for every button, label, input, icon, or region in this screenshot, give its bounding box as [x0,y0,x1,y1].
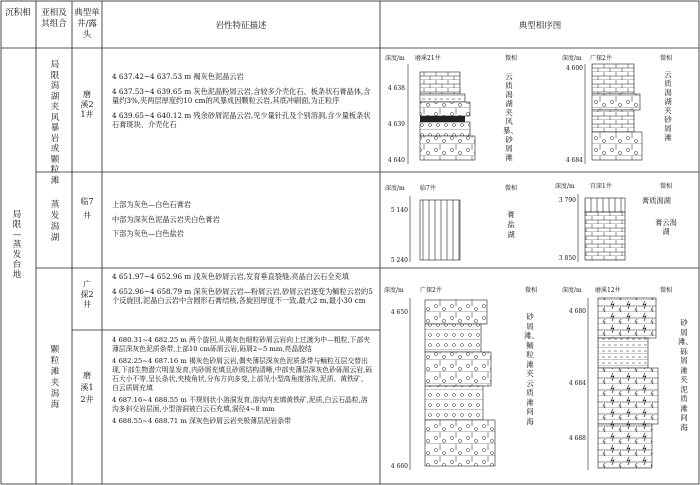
well-mx21: 磨溪21井 [80,90,94,119]
litho-layer [420,122,470,136]
seq2-well: 广探2井 [590,55,612,62]
litho-layer [585,212,625,260]
desc-block-4 [112,336,374,431]
depth-tick: 3 790 [558,197,576,204]
litho-layer [592,64,634,94]
desc-line: 4 651.97~4 652.96 m 浅灰色砂屑云岩,发育垂直裂缝,亮晶白云石全充填 [112,272,349,281]
seq4-micro: 膏云潟湖 [655,218,677,236]
desc-block-1 [112,72,374,135]
litho-layer [592,132,642,160]
depth-tick: 4 638 [387,85,405,92]
seq4-micro-top: 膏质潟湖 [642,196,671,205]
facies-main: 局限—蒸发台地 [12,210,22,280]
depth-label: 深度/m [385,185,405,192]
sequence-chart-1 [385,54,517,164]
header-facies-cell: 沉积相 [5,8,31,18]
desc-line: 下部为灰色—白色盐岩 [112,229,184,239]
micro-label: 微相 [660,183,673,190]
litho-layer [598,298,656,338]
micro-label: 微相 [525,287,538,294]
litho-layer [420,200,460,260]
desc-line: 上部为灰色—白色石膏岩 [112,200,192,209]
litho-layer [425,324,481,352]
well-gt2: 广探2井 [80,280,94,309]
litho-layer [420,94,465,102]
litho-layer [420,102,470,116]
well-mx12: 磨溪12井 [80,371,94,404]
sequence-chart-2 [562,54,672,164]
header-well-cell: 典型单井/露头 [74,8,100,40]
depth-label: 深度/m [562,55,582,62]
depth-tick: 4 660 [390,463,408,470]
depth-tick: 3 850 [558,255,576,262]
seq3-micro: 膏盐湖 [507,210,515,239]
subfacies-b: 蒸发潟湖 [50,200,60,243]
litho-layer [592,94,640,110]
micro-label: 微相 [660,55,673,62]
litho-layer [425,386,483,420]
micro-label: 微相 [505,185,518,192]
litho-layer [598,424,652,468]
desc-line: 4 637.53~4 639.65 m 灰色泥晶粉屑云岩,含较多介壳化石、板条状石膏晶体,含量约3%,夹两层厚度约10 cm的风暴成因颗粒云岩,其底冲刷面,为正粒序 [112,86,371,106]
header-row [215,20,561,31]
litho-layer [420,136,475,160]
desc-block-3 [112,272,374,311]
litho-layer [598,368,658,424]
desc-block-2 [112,200,374,244]
desc-line: 中部为深灰色泥晶云岩夹白色膏岩 [112,214,220,224]
depth-tick: 4 684 [565,157,583,164]
seq6-micro: 砂屑滩、砾屑滩夹泥质滩间海 [678,318,693,432]
sequence-chart-5 [384,286,537,470]
depth-tick: 4 650 [390,309,408,316]
storm-layer [420,116,465,122]
litho-layer [425,352,491,386]
desc-line: 4 682.25~4 687.16 m 褐灰色砂屑云岩,偶夹薄层深灰色泥质条带与鲕粒互层交替出现,下部生物潜穴明显发育,内砂屑充填且砂屑结构清晰,中部夹薄层深灰色砂砾屑云岩,砾石大小不等,呈长条状,夹棱角状,分布方向多变,上部见小型高角度溶沟,泥质、黄铁矿、白云质屑充填 [112,357,373,392]
subfacies-c: 颗粒滩夹潟海 [50,345,60,410]
seq5-well: 广探2井 [420,287,442,294]
depth-tick: 5 140 [390,207,408,214]
header-description: 岩性特征描述 [215,21,267,31]
depth-tick: 4 684 [568,380,586,387]
litho-layer [425,420,495,466]
depth-label: 深度/m [384,287,404,294]
litho-layer [592,110,634,132]
depth-tick: 5 240 [390,257,408,264]
depth-label: 深度/m [562,287,582,294]
depth-label: 深度/m [385,55,405,62]
desc-line: 4 688.55~4 688.71 m 深灰色砂屑云岩夹极薄层泥岩条带 [112,417,291,425]
desc-line: 4 680.31~4 682.25 m 两个旋回,从褐灰色细粒砂屑云岩向上过渡为中—粗粒,下部夹薄层深灰色泥质条带,上部10 cm砾屑云岩,砾屑2~5 mm,亮晶胶结 [112,336,371,353]
seq5-micro: 砂屑滩、鲕粒滩夹云质滩间海 [524,312,539,426]
seq1-micro: 云质潟湖夹风暴、砂屑滩 [503,72,518,162]
litho-layer [420,72,460,94]
litho-layer [425,300,487,324]
sequence-chart-6 [562,286,672,470]
depth-tick: 4 680 [568,308,586,315]
seq3-well: 临7井 [420,185,436,192]
header-subfacies-cell: 亚相及其组合 [41,8,67,29]
subfacies-a: 局限潟湖夹风暴岩或颗粒滩 [50,60,60,186]
micro-label: 微相 [505,55,518,62]
depth-tick: 4 688 [568,435,586,442]
depth-tick: 4 639 [387,121,405,128]
desc-line: 4 652.96~4 658.79 m 深灰色砂屑云岩—粉屑云岩,砂屑云岩逐变为鲕粒云岩的5个反旋回,泥晶白云岩中含圆形石膏结核,各旋回厚度不一致,最大2 m,最小30 cm [112,286,373,306]
litho-layer [585,198,625,212]
seq4-well: 宫深1井 [590,183,612,190]
seq6-well: 磨溪12井 [595,287,621,294]
depth-label: 深度/m [555,183,575,190]
depth-tick: 4 600 [565,65,583,72]
depth-tick: 4 640 [387,157,405,164]
seq2-micro: 云质潟湖夹砂屑滩 [664,70,672,142]
well-lin7: 临7井 [80,197,94,220]
header-sequence: 典型相序图 [518,21,562,31]
desc-line: 4 637.42~4 637.53 m 褐灰色泥晶云岩 [112,72,244,81]
litho-layer [598,338,648,368]
desc-line: 4 639.65~4 640.12 m 残余砂屑泥晶云岩,见少量针孔及个别溶洞,含少量板条状石膏斑块、介壳化石 [112,110,371,130]
micro-label: 微相 [660,287,673,294]
sequence-chart-3 [385,184,517,264]
seq1-well: 磨溪21井 [415,55,441,62]
desc-line: 4 687.16~4 688.55 m 不规则状小溶洞发育,溶沟内充填黄铁矿,泥质,白云石晶粒,溶沟多斜交岩层面,小型溶洞被白云石充填,洞径4~8 mm [112,396,368,413]
